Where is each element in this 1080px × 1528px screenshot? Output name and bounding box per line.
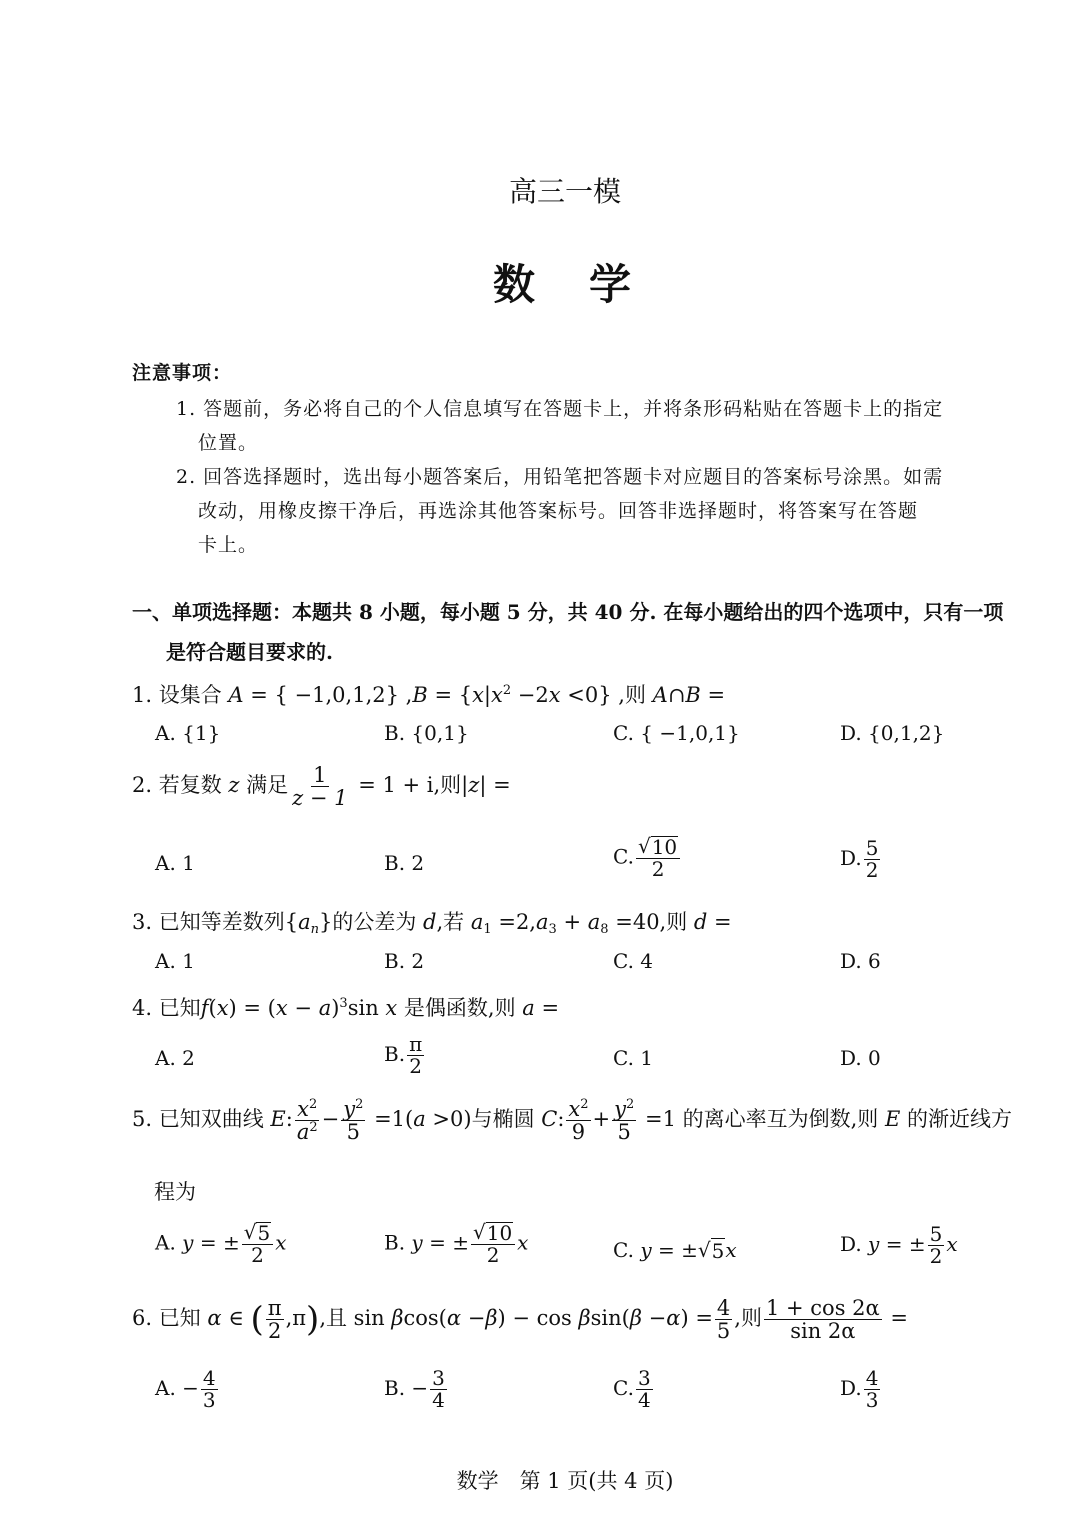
q5-option-c: C. y = ± √ 5 x	[613, 1238, 737, 1263]
q4-option-c: C. 1	[613, 1046, 654, 1070]
q1-option-d: D. {0,1,2}	[840, 721, 945, 745]
q3-option-d: D. 6	[840, 949, 881, 973]
section-1-heading-line-2: 是符合题目要求的.	[166, 640, 333, 664]
q5-option-d: D. y = ± $\frac{5}{2}$ x	[840, 1222, 958, 1268]
q6-option-a: A. − $\frac{4}{3}$	[155, 1366, 216, 1412]
q6-option-b: B. − $\frac{3}{4}$	[384, 1366, 445, 1412]
q2-option-a: A. 1	[155, 851, 195, 875]
notice-heading: 注意事项：	[132, 362, 233, 384]
notice-item-2-line-2: 改动，用橡皮擦干净后，再选涂其他答案标号。回答非选择题时，将答案写在答题	[198, 500, 919, 522]
section-1-heading-line-1: 一、单项选择题：本题共 8 小题，每小题 5 分，共 40 分. 在每小题给出的四个选项中，只有一项	[132, 600, 1004, 624]
q6-option-c: C. $\frac{3}{4}$	[613, 1366, 651, 1412]
subject-title: 数 学	[492, 260, 637, 309]
exam-label: 高三一模	[508, 175, 621, 208]
q2-option-b: B. 2	[384, 851, 425, 875]
notice-item-1-line-1: 1. 答题前，务必将自己的个人信息填写在答题卡上，并将条形码粘贴在答题卡上的指定	[176, 398, 944, 420]
q4-option-b: B. $\frac{\pi}{2}$	[384, 1032, 423, 1078]
q1-option-c: C. { −1,0,1}	[613, 721, 740, 745]
q3-option-a: A. 1	[155, 949, 195, 973]
q1-option-b: B. {0,1}	[384, 721, 469, 745]
q2-fraction: $\frac{1}{z - 1}$	[292, 763, 348, 811]
q3-option-c: C. 4	[613, 949, 654, 973]
question-4-stem: 4. 已知$f(x) = (x - a)^3\sin$ x 是偶函数,则 a =	[132, 996, 560, 1020]
notice-item-1-line-2: 位置。	[198, 432, 259, 454]
q3-option-b: B. 2	[384, 949, 425, 973]
question-3-stem: 3. 已知等差数列$\{a_n\}$的公差为 d,若 $a_1 =2,a_3 + a_8 =40$,则 d =	[132, 910, 732, 937]
q4-option-d: D. 0	[840, 1046, 881, 1070]
notice-item-2-line-1: 2. 回答选择题时，选出每小题答案后，用铅笔把答题卡对应题目的答案标号涂黑。如需	[176, 466, 944, 488]
q2-option-c: C. √ 10 2	[613, 836, 682, 880]
q6-option-d: D. $\frac{4}{3}$	[840, 1366, 879, 1412]
question-6-stem: 6. 已知 α ∈ ( $\frac{\pi}{2}$ ,π),且 sin βcos(α −β) − cos βsin(β −α) = $\frac{4}{5}$ ,则 $\frac{1 + \cos 2\alpha}{\sin 2\alpha}$ =	[132, 1296, 908, 1344]
q4-option-a: A. 2	[155, 1046, 195, 1070]
question-1-stem: 1. 设集合 A = { −1,0,1,2} $,B = \{x|x^2 -2x <0\}$ ,则 A∩B =	[132, 683, 726, 707]
notice-item-2-line-3: 卡上。	[198, 534, 259, 556]
q2-option-d: D. $\frac{5}{2}$	[840, 836, 879, 882]
q5-option-b: B. y = ± √ 10 2 x	[384, 1220, 529, 1267]
question-5-stem: 5. 已知双曲线 E: $\frac{x^2}{a^2}$ − $\frac{y^2}{5}$ =1(a >0)与椭圆 C: $\frac{x^2}{9}$ + $\frac{y^2}{5}$ =1 的离心率互为倒数,则 E 的渐近线方	[132, 1097, 1012, 1145]
q5-option-a: A. y = ± √ 5 2 x	[155, 1220, 287, 1267]
page-footer: 数学 第 1 页(共 4 页)	[456, 1469, 674, 1493]
q1-option-a: A. {1}	[155, 721, 221, 745]
question-5-stem-line-2: 程为	[154, 1180, 196, 1204]
question-2-stem: 2. 若复数 z 满足 $\frac{1}{z - 1}$ = 1 + i,则|z| =	[132, 763, 511, 811]
